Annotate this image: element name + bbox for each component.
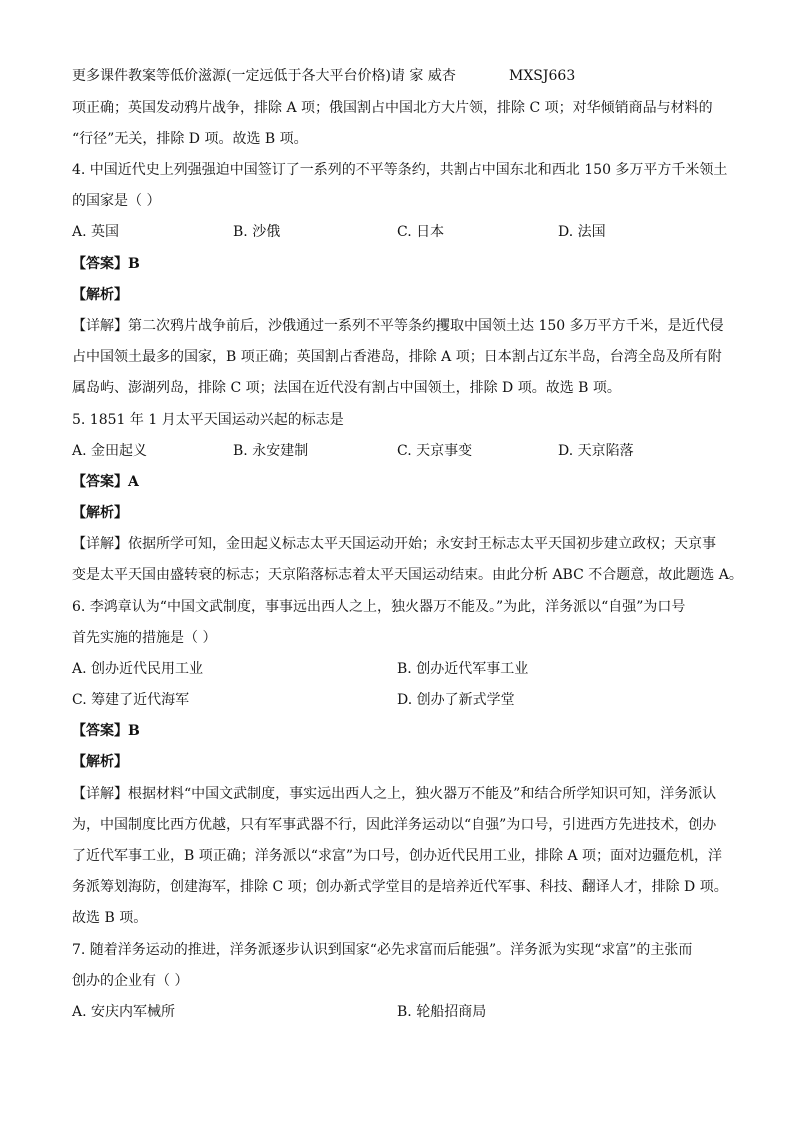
header-promo-text: 更多课件教案等低价滋源(一定远低于各大平台价格)请 家 威杏 [72,68,456,84]
q4-detail-line-3: 属岛屿、澎湖列岛，排除 C 项；法国在近代没有割占中国领土，排除 D 项。故选 B 项。 [72,380,621,396]
q7-stem-line-1: 7. 随着洋务运动的推进，洋务派逐步认识到国家“必先求富而后能强”。洋务派为实现“求富”的主张而 [72,942,693,958]
q5-option-d: D. 天京陷落 [558,443,634,459]
q5-option-b: B. 永安建制 [233,443,309,459]
q4-stem-line-2: 的国家是（ ） [72,193,161,209]
q6-stem-line-1: 6. 李鸿章认为“中国文武制度，事事远出西人之上，独火器万不能及。”为此，洋务派以“自强”为口号 [72,599,686,615]
q5-option-c: C. 天京事变 [397,443,473,459]
q4-detail-line-2: 占中国领土最多的国家，B 项正确；英国割占香港岛，排除 A 项；日本割占辽东半岛，台湾全岛及所有附 [72,349,722,365]
q5-option-a: A. 金田起义 [72,443,148,459]
q6-stem-line-2: 首先实施的措施是（ ） [72,630,217,646]
q6-analysis-label: 【解析】 [72,754,128,770]
q6-option-d: D. 创办了新式学堂 [397,692,515,708]
q5-stem-line-1: 5. 1851 年 1 月太平天国运动兴起的标志是 [72,412,344,428]
q6-detail-line-5: 故选 B 项。 [72,910,148,926]
q4-option-b: B. 沙俄 [233,224,281,240]
q6-answer: 【答案】B [72,723,140,739]
q7-option-b: B. 轮船招商局 [397,1004,487,1020]
q5-analysis-label: 【解析】 [72,505,128,521]
q7-option-a: A. 安庆内军械所 [72,1004,176,1020]
q6-detail-line-1: 【详解】根据材料“中国文武制度，事实远出西人之上，独火器万不能及”和结合所学知识可知，洋务派认 [72,786,717,802]
q4-answer: 【答案】B [72,256,140,272]
header-code: MXSJ663 [509,68,576,84]
q5-detail-line-1: 【详解】依据所学可知，金田起义标志太平天国运动开始；永安封王标志太平天国初步建立政权；天京事 [72,536,716,552]
q4-analysis-label: 【解析】 [72,287,128,303]
continuation-line-1: 项正确；英国发动鸦片战争，排除 A 项；俄国割占中国北方大片领，排除 C 项；对华倾销商品与材料的 [72,100,713,116]
q7-stem-line-2: 创办的企业有（ ） [72,973,189,989]
q6-detail-line-4: 务派筹划海防，创建海军，排除 C 项；创办新式学堂目的是培养近代军事、科技、翻译人才，排除 D 项。 [72,879,728,895]
q6-option-a: A. 创办近代民用工业 [72,661,204,677]
q4-option-a: A. 英国 [72,224,120,240]
q5-answer: 【答案】A [72,474,139,490]
q6-option-c: C. 筹建了近代海军 [72,692,190,708]
q6-option-b: B. 创办近代军事工业 [397,661,529,677]
q4-stem-line-1: 4. 中国近代史上列强强迫中国签订了一系列的不平等条约，共割占中国东北和西北 150 多万平方千米领土 [72,162,728,178]
continuation-line-2: “行径”无关，排除 D 项。故选 B 项。 [72,131,308,147]
q5-detail-line-2: 变是太平天国由盛转衰的标志；天京陷落标志着太平天国运动结束。由此分析 ABC 不合题意，故此题选 A。 [72,567,743,583]
q4-option-c: C. 日本 [397,224,445,240]
q4-option-d: D. 法国 [558,224,606,240]
q6-detail-line-2: 为，中国制度比西方优越，只有军事武器不行，因此洋务运动以“自强”为口号，引进西方先进技术，创办 [72,817,717,833]
q6-detail-line-3: 了近代军事工业，B 项正确；洋务派以“求富”为口号，创办近代民用工业，排除 A 项；面对边疆危机，洋 [72,848,723,864]
q4-detail-line-1: 【详解】第二次鸦片战争前后，沙俄通过一系列不平等条约攫取中国领土达 150 多万平方千米，是近代侵 [72,318,724,334]
